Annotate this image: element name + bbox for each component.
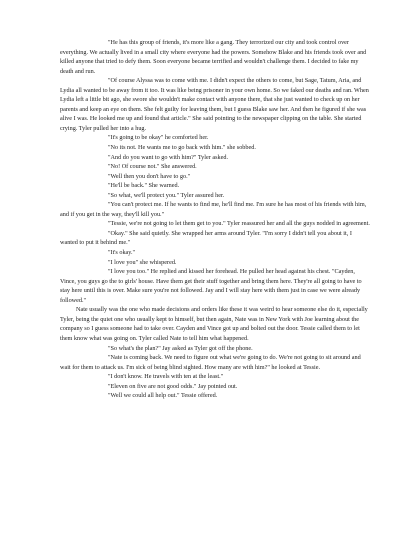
paragraph: "And do you want to go with him?" Tyler asked. xyxy=(108,153,228,161)
paragraph: "I love you too." He replied and kissed her forehead. He pulled her head against his chest. "Cayden, Vince, you guys go the to girls' house. Have them get their stuff together and bring them here. They're all going to have to stay here until this is over. Make sure you're not followed. Jay and I will stay here with them just in case we were already followed." xyxy=(60,268,362,304)
paragraph: "Okay." She said quietly. She wrapped her arms around Tyler. "I'm sorry I didn't tell you about it, I wanted to put it behind me." xyxy=(60,229,352,247)
paragraph: "Eleven on five are not good odds." Jay pointed out. xyxy=(108,382,238,390)
paragraph: "You can't protect me. If he wants to find me, he'll find me. I'm sure he has most of his friends with him, and if you get in the way, they'll kill you." xyxy=(60,201,367,218)
paragraph: "I don't know. He travels with ten at the least." xyxy=(108,373,224,381)
paragraph: "It's okay." xyxy=(108,249,136,257)
paragraph: "No! Of course not." She answered. xyxy=(108,163,197,171)
paragraph: "He'll be back." She warned. xyxy=(108,182,180,190)
paragraph: "I love you" she whispered. xyxy=(108,258,177,266)
paragraph: "So what's the plan?" Jay asked as Tyler got off the phone. xyxy=(108,344,253,352)
paragraph: "Of course Alyssa was to come with me. I didn't expect the others to come, but Sage, Tatum, Aria, and Lydia all wanted to be away from it too. It was like being prisoner in your own home. So we faked our deaths and ran. When Lydia left a little bit ago, she swore she wouldn't make contact with anyone there, that she just wanted to check up on her parents and keep an eye on them. She felt guilty for leaving them, but I guess Blake saw her. And then he figured if she was alive I was. He looked me up and found that article." She said pointing to the newspaper clipping on the table. She started crying. Tyler pulled her into a hug. xyxy=(60,77,369,132)
paragraph: "Tessie, we're not going to let them get to you." Tyler reassured her and all the guys nodded in agreement. xyxy=(108,220,370,228)
paragraph: "He has this group of friends, it's more like a gang. They terrorized our city and took control over everything. We actually lived in a small city where everyone had the powers. Somehow Blake and his friends took over and killed anyone that tried to defy them. Soon everyone became terrified and wouldn't challenge them. I decided to fake my death and run. xyxy=(60,39,367,75)
paragraph: "No its not. He wants me to go back with him." she sobbed. xyxy=(108,144,256,152)
paragraph: "Well we could all help out." Tessie offered. xyxy=(108,392,218,400)
paragraph: "Well then you don't have to go." xyxy=(108,172,191,180)
paragraph: Nate usually was the one who made decisions and orders like these it was weird to hear someone else do it, especially Tyler, being the quiet one who usually kept to himself, but then again, Nate was in New York with Joe learning about the company so I guess someone had to take over. Cayden and Vince got up and bolted out the door. Tessie called them to let them know what was going on. Tyler called Nate to tell him what happened. xyxy=(60,306,368,342)
manuscript-page xyxy=(60,38,370,401)
paragraph: "So what, we'll protect you." Tyler assured her. xyxy=(108,191,225,199)
paragraph: "Nate is coming back. We need to figure out what we're going to do. We're not going to sit around and wait for them to attack us. I'm sick of being blind sighted. How many are with him?" he looked at Tessie. xyxy=(60,354,361,371)
paragraph: "It's going to be okay" he comforted her. xyxy=(108,134,209,142)
